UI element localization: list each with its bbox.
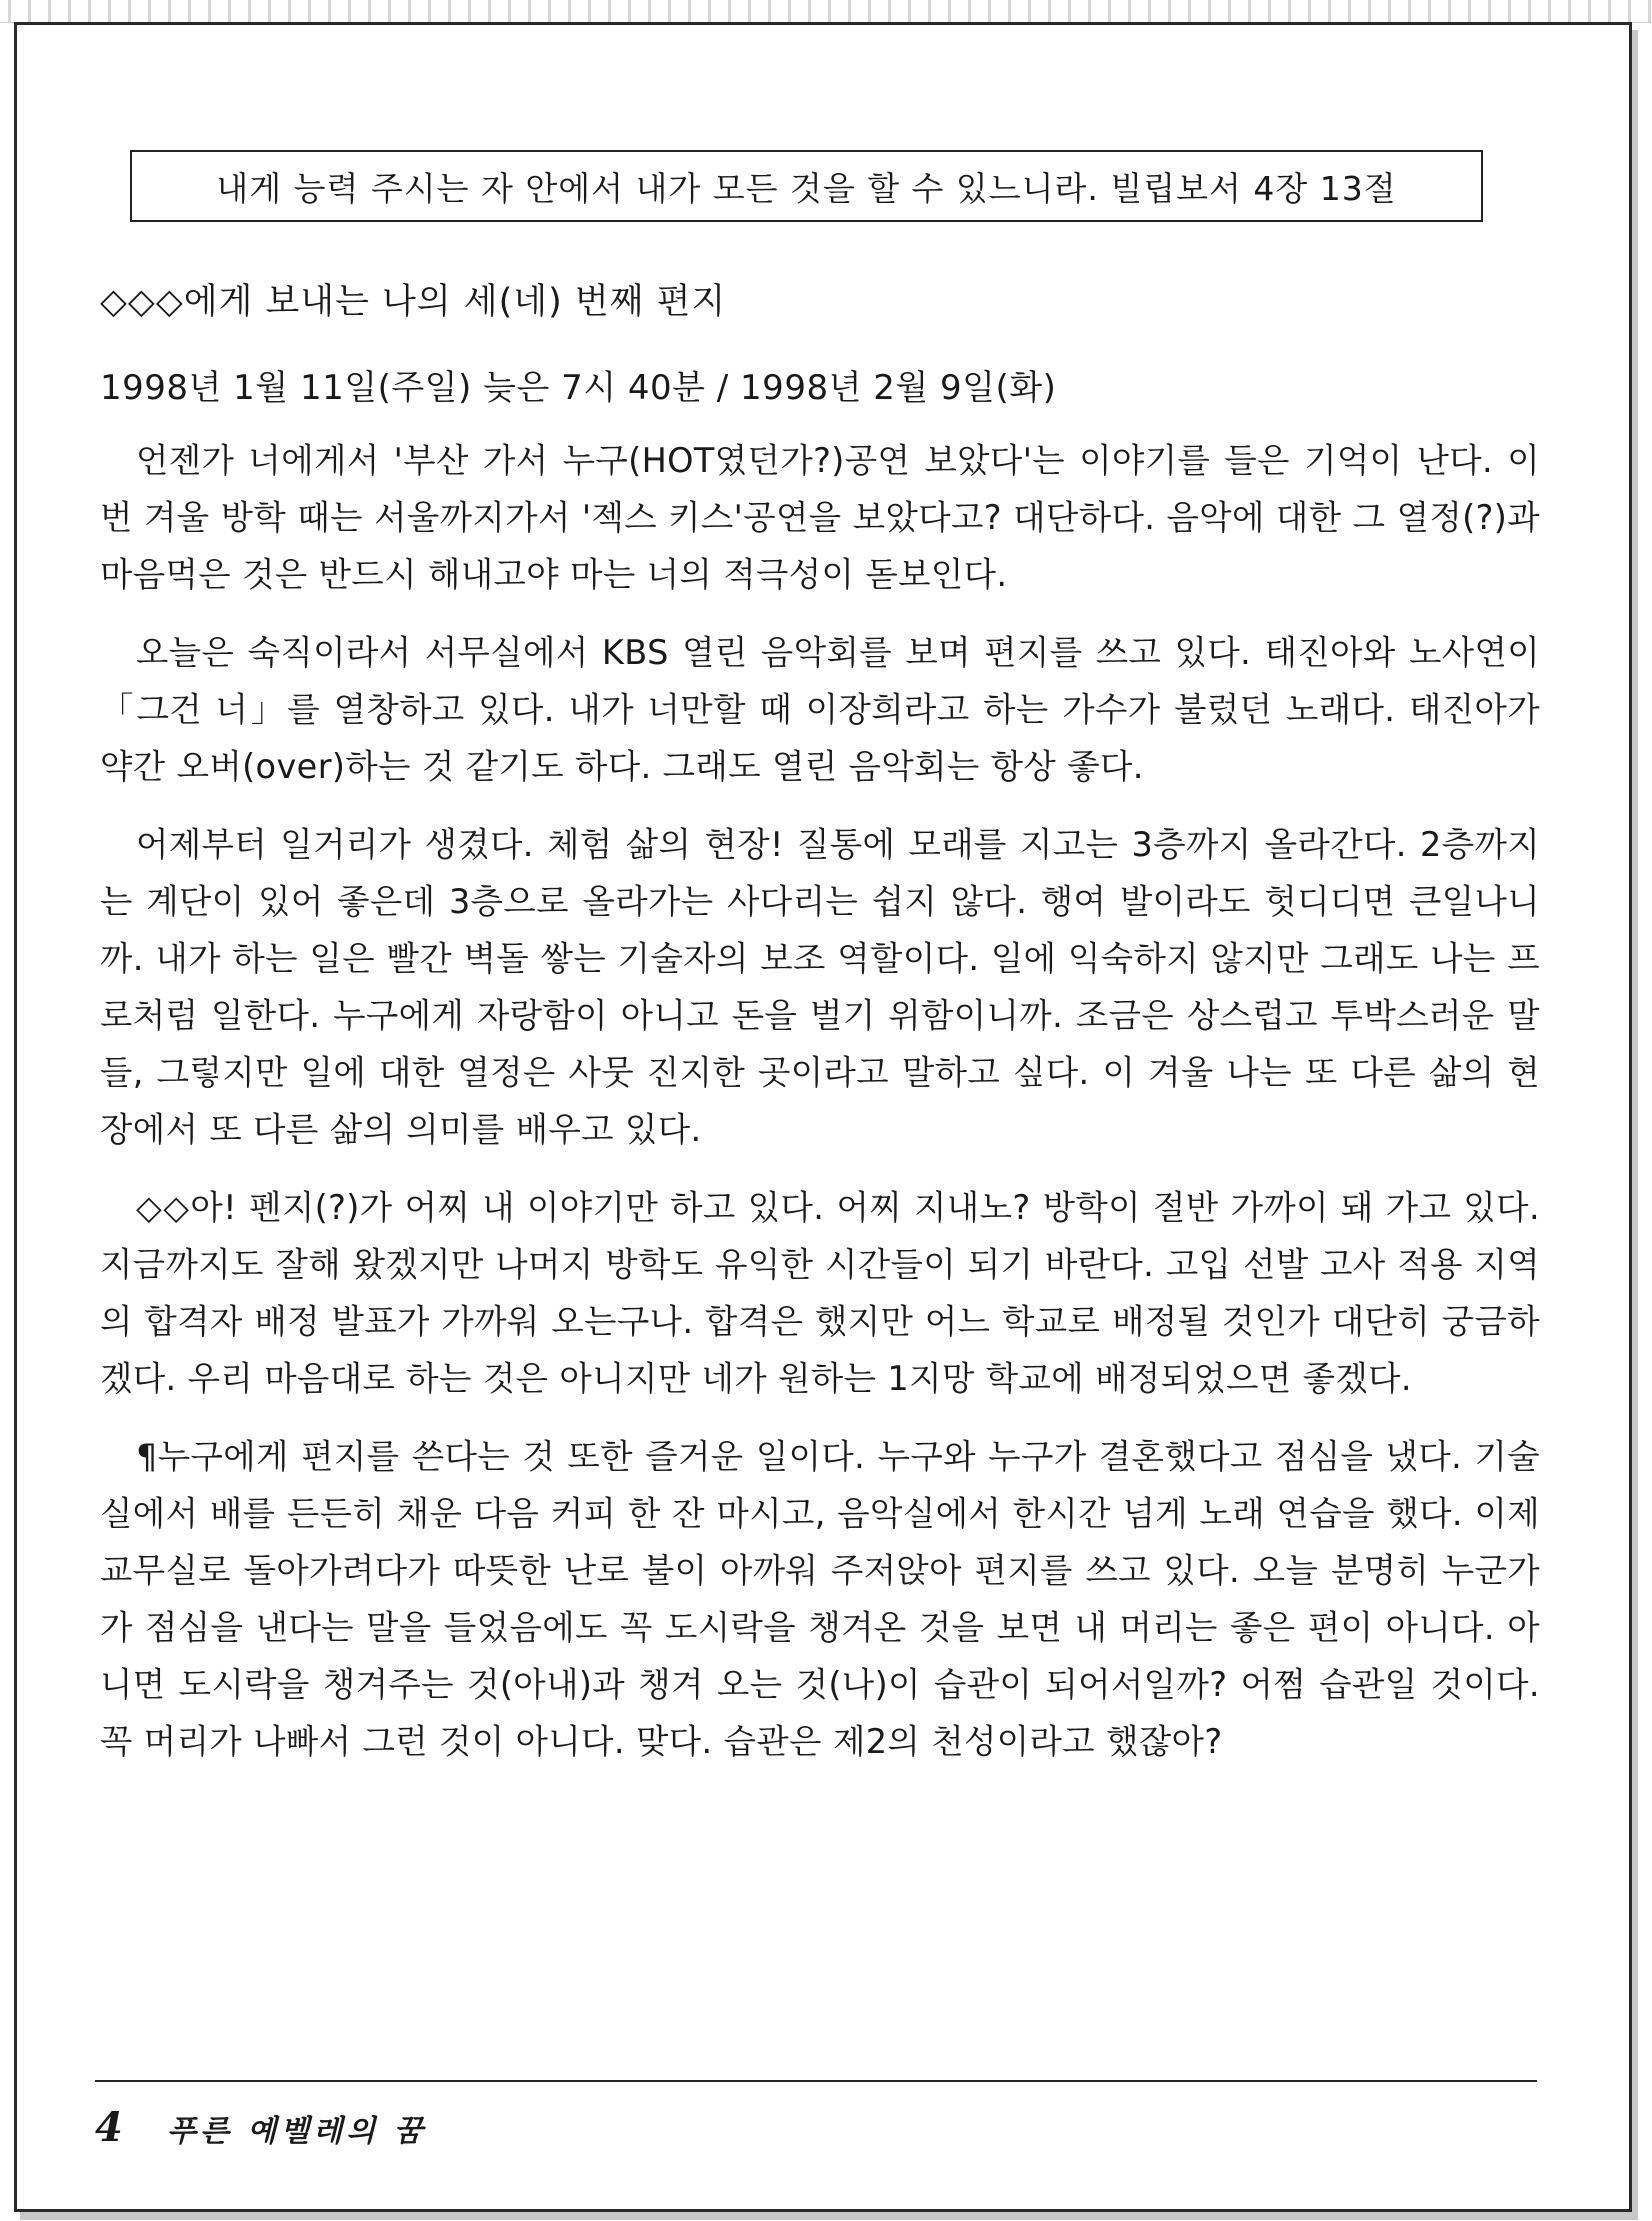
letter-dateline: 1998년 1월 11일(주일) 늦은 7시 40분 / 1998년 2월 9일(화)	[100, 368, 1057, 408]
footer-divider	[95, 2080, 1537, 2082]
binding-holes	[0, 0, 1652, 23]
paragraph: ¶누구에게 편지를 쓴다는 것 또한 즐거운 일이다. 누구와 누구가 결혼했다고 점심을 냈다. 기술실에서 배를 든든히 채운 다음 커피 한 잔 마시고, 음악실에서 한시간 넘게 노래 연습을 했다. 이제 교무실로 돌아가려다가 따뜻한 난로 불이 아까워 주저앉아 편지를 쓰고 있다. 오늘 분명히 누군가가 점심을 낸다는 말을 들었음에도 꼭 도시락을 챙겨온 것을 보면 내 머리는 좋은 편이 아니다. 아니면 도시락을 챙겨주는 것(아내)과 챙겨 오는 것(나)이 습관이 되어서일까? 어쩜 습관일 것이다. 꼭 머리가 나빠서 그런 것이 아니다. 맞다. 습관은 제2의 천성이라고 했잖아?	[100, 1437, 1540, 1761]
letter-body	[100, 432, 1540, 1791]
paragraph: 언젠가 너에게서 '부산 가서 누구(HOT였던가?)공연 보았다'는 이야기를 들은 기억이 난다. 이번 겨울 방학 때는 서울까지가서 '젝스 키스'공연을 보았다고? 대단하다. 음악에 대한 그 열정(?)과 마음먹은 것은 반드시 해내고야 마는 너의 적극성이 돋보인다.	[100, 441, 1540, 594]
letter-heading: ◇◇◇에게 보내는 나의 세(네) 번째 편지	[100, 282, 727, 322]
page-footer	[95, 2104, 427, 2151]
verse-box: 내게 능력 주시는 자 안에서 내가 모든 것을 할 수 있느니라. 빌립보서 4장 13절	[130, 150, 1483, 222]
page-number: 4	[95, 2104, 123, 2151]
paragraph: 오늘은 숙직이라서 서무실에서 KBS 열린 음악회를 보며 편지를 쓰고 있다. 태진아와 노사연이 「그건 너」를 열창하고 있다. 내가 너만할 때 이장희라고 하는 가수가 불렀던 노래다. 태진아가 약간 오버(over)하는 것 같기도 하다. 그래도 열린 음악회는 항상 좋다.	[100, 633, 1540, 786]
paragraph: 어제부터 일거리가 생겼다. 체험 삶의 현장! 질통에 모래를 지고는 3층까지 올라간다. 2층까지는 계단이 있어 좋은데 3층으로 올라가는 사다리는 쉽지 않다. 행여 발이라도 헛디디면 큰일나니까. 내가 하는 일은 빨간 벽돌 쌓는 기술자의 보조 역할이다. 일에 익숙하지 않지만 그래도 나는 프로처럼 일한다. 누구에게 자랑함이 아니고 돈을 벌기 위함이니까. 조금은 상스럽고 투박스러운 말들, 그렇지만 일에 대한 열정은 사뭇 진지한 곳이라고 말하고 싶다. 이 겨울 나는 또 다른 삶의 현장에서 또 다른 삶의 의미를 배우고 있다.	[100, 825, 1540, 1149]
book-title: 푸른 예벨레의 꿈	[166, 2114, 427, 2149]
paragraph: ◇◇아! 펜지(?)가 어찌 내 이야기만 하고 있다. 어찌 지내노? 방학이 절반 가까이 돼 가고 있다. 지금까지도 잘해 왔겠지만 나머지 방학도 유익한 시간들이 되기 바란다. 고입 선발 고사 적용 지역의 합격자 배정 발표가 가까워 오는구나. 합격은 했지만 어느 학교로 배정될 것인가 대단히 궁금하겠다. 우리 마음대로 하는 것은 아니지만 네가 원하는 1지망 학교에 배정되었으면 좋겠다.	[100, 1188, 1540, 1398]
